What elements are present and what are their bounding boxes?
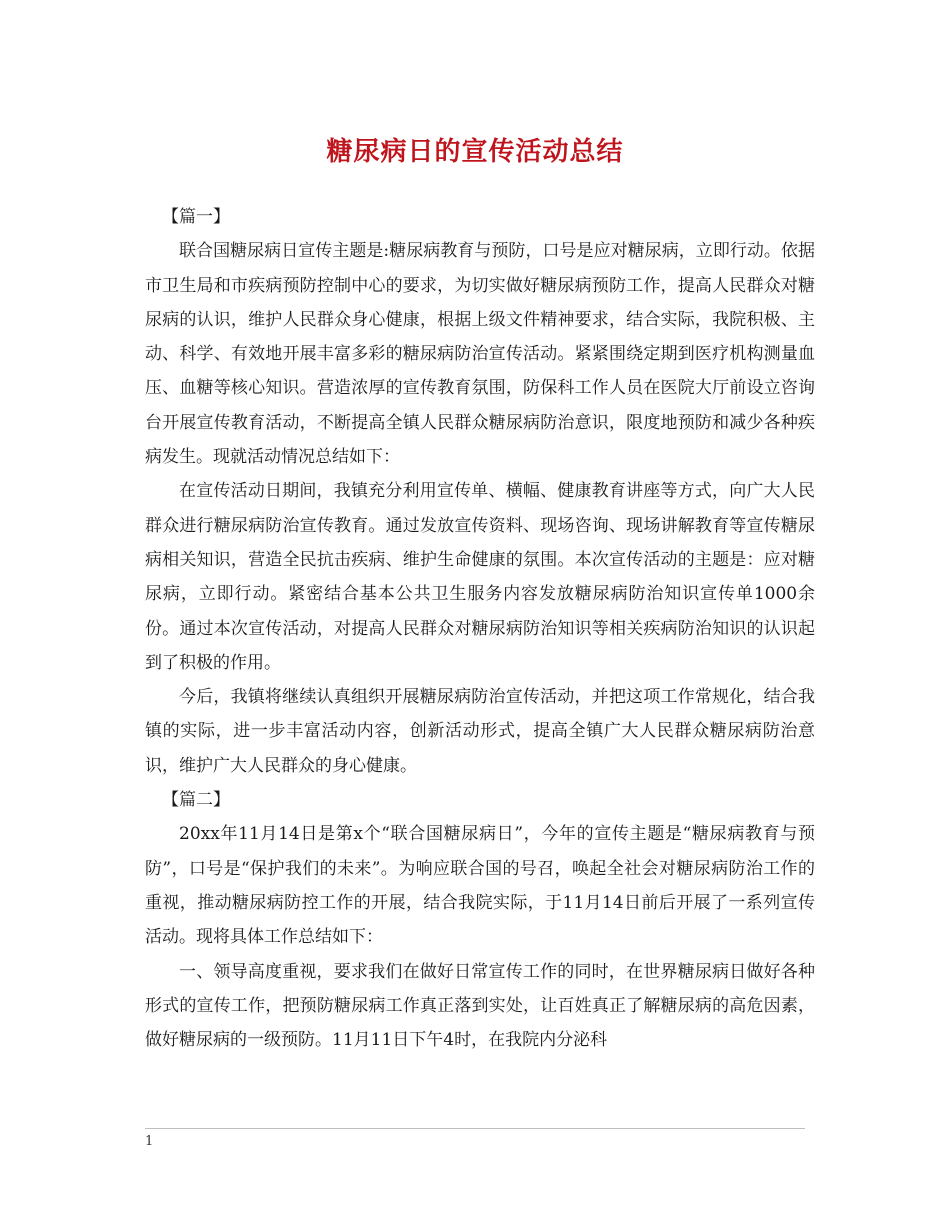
paragraph: 20xx年11月14日是第x个“联合国糖尿病日”，今年的宣传主题是“糖尿病教育与预防”，口号是“保护我们的未来”。为响应联合国的号召，唤起全社会对糖尿病防治工作的重视，推动糖尿病防控工作的开展，结合我院实际，于11月14日前后开展了一系列宣传活动。现将具体工作总结如下：: [145, 824, 815, 948]
footer-divider: [145, 1128, 805, 1129]
document-title: 糖尿病日的宣传活动总结: [326, 137, 624, 167]
document-body: [145, 200, 815, 1057]
page-number: 1: [145, 1134, 154, 1149]
paragraph: 联合国糖尿病日宣传主题是:糖尿病教育与预防，口号是应对糖尿病，立即行动。依据市卫生局和市疾病预防控制中心的要求，为切实做好糖尿病预防工作，提高人民群众对糖尿病的认识，维护人民群众身心健康，根据上级文件精神要求，结合实际，我院积极、主动、科学、有效地开展丰富多彩的糖尿病防治宣传活动。紧紧围绕定期到医疗机构测量血压、血糖等核心知识。营造浓厚的宣传教育氛围，防保科工作人员在医院大厅前设立咨询台开展宣传教育活动，不断提高全镇人民群众糖尿病防治意识，限度地预防和减少各种疾病发生。现就活动情况总结如下：: [145, 241, 815, 468]
section-heading-1: 【篇一】: [162, 207, 230, 227]
section-heading-2: 【篇二】: [162, 790, 230, 811]
paragraph: 今后，我镇将继续认真组织开展糖尿病防治宣传活动，并把这项工作常规化，结合我镇的实际，进一步丰富活动内容，创新活动形式，提高全镇广大人民群众糖尿病防治意识，维护广大人民群众的身心健康。: [145, 687, 815, 776]
paragraph: 在宣传活动日期间，我镇充分利用宣传单、横幅、健康教育讲座等方式，向广大人民群众进行糖尿病防治宣传教育。通过发放宣传资料、现场咨询、现场讲解教育等宣传糖尿病相关知识，营造全民抗击疾病、维护生命健康的氛围。本次宣传活动的主题是：应对糖尿病，立即行动。紧密结合基本公共卫生服务内容发放糖尿病防治知识宣传单1000余份。通过本次宣传活动，对提高人民群众对糖尿病防治知识等相关疾病防治知识的认识起到了积极的作用。: [145, 481, 815, 673]
paragraph: 一、领导高度重视，要求我们在做好日常宣传工作的同时，在世界糖尿病日做好各种形式的宣传工作，把预防糖尿病工作真正落到实处，让百姓真正了解糖尿病的高危因素，做好糖尿病的一级预防。11月11日下午4时，在我院内分泌科: [145, 961, 815, 1051]
